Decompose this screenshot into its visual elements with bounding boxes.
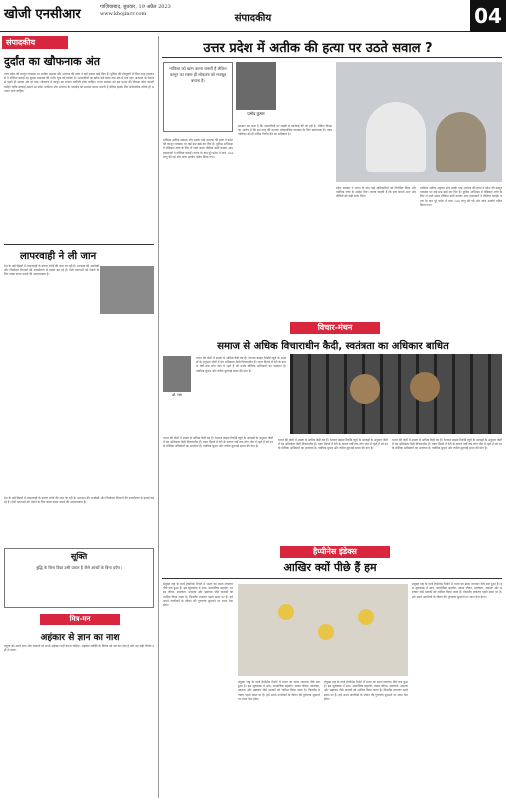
editorial-subtitle: लापरवाही ने ली जान [20,251,97,262]
editorial-body: उत्तर प्रदेश की कानून व्यवस्था पर अतीक अहमद और अशरफ की हत्या ने कई सवाल खड़े किए हैं। पुलिस की मौजूदगी में जिस तरह हमलावरों ने गोलियां चलाईं वह सुरक्षा व्यवस्था की गंभीर चूक को दर्शाता है। अपराधियों का खौफ लंबे समय तक क्षेत्र में बना रहा। अदालत के फैसले से पहले ही उसका अंत हो गया। लोकतंत्र में कानून का शासन सर्वोपरि होना चाहिए। राज्य सरकार को इस घटना की निष्पक्ष जांच करानी चाहिए ताकि सच्चाई सामने आ सके। माफिया और अपराध के गठजोड़ को समाप्त करना जरूरी है लेकिन इसके लिए संवैधानिक तरीके ही अपनाए जाने चाहिए। [4,72,154,93]
main-body-col3: प्रदेश सरकार ने घटना के बाद कई अधिकारियों को निलंबित किया और न्यायिक जांच के आदेश दिए। जनता चाहती है कि सच सामने आए और दोषियों को कड़ी सजा मिले। [336,186,416,199]
opinion-headline: समाज से अधिक विचाराधीन कैदी, स्वतंत्रता का अधिकार बाधित [217,341,449,352]
author-photo [236,62,276,110]
masthead [0,0,506,32]
happiness-body-col2: संयुक्त राष्ट्र के वर्ल्ड हैप्पीनेस रिपोर्ट में भारत का स्थान लगातार नीचे बना हुआ है। इस सूचकांक में आय, सामाजिक सहयोग, स्वस्थ जीवन, स्वतंत्रता, उदारता और भ्रष्टाचार जैसे मानकों को शामिल किया जाता है। फिनलैंड लगातार पहले स्थान पर है। हमें अपने नागरिकों के जीवन की गुणवत्ता सुधारने पर ध्यान देना होगा। [238,680,320,701]
opinion-body-col1: भारत की जेलों में क्षमता से अधिक कैदी बंद हैं। नेशनल क्राइम रिकॉर्ड ब्यूरो के आंकड़ों के अनुसार जेलों में बंद अधिकतर कैदी विचाराधीन हैं। न्याय मिलने में देरी के कारण वर्षों तक लोग जेल में रहते हैं जो उनके मौलिक अधिकारों का उल्लंघन है। न्यायिक सुधार और त्वरित सुनवाई समय की मांग है। [163,436,273,449]
happiness-label: हैप्पीनेस इंडेक्स [280,546,390,558]
column-title: अहंकार से ज्ञान का नाश [40,633,120,643]
editorial-label: संपादकीय [2,36,68,49]
happiness-body-col4: संयुक्त राष्ट्र के वर्ल्ड हैप्पीनेस रिपोर्ट में भारत का स्थान लगातार नीचे बना हुआ है। इस सूचकांक में आय, सामाजिक सहयोग, स्वस्थ जीवन, स्वतंत्रता, उदारता और भ्रष्टाचार जैसे मानकों को शामिल किया जाता है। फिनलैंड लगातार पहले स्थान पर है। हमें अपने नागरिकों के जीवन की गुणवत्ता सुधारने पर ध्यान देना होगा। [412,582,502,599]
accident-photo [100,266,154,314]
main-body-col4: माफिया अतीक अहमद और उसके भाई अशरफ की हत्या ने प्रदेश की कानून व्यवस्था पर कई प्रश्न खड़े कर दिए हैं। पुलिस अभिरक्षा में मेडिकल जांच के लिए ले जाते समय मीडिया कर्मी बनकर आए हमलावरों ने गोलियां चलाईं। घटना के बाद पूरे प्रदेश में धारा 144 लागू की गई और जांच आयोग गठित किया गया। [420,186,502,207]
quote-box [4,548,154,608]
main-news-photo [336,62,502,182]
column-divider [158,36,159,798]
editorial-subbody-cont: देश के कई हिस्सों में लापरवाही के कारण लोगों की जान जा रही है। प्रशासन की अनदेखी और जिम्मेदार विभागों की उदासीनता से हादसे बढ़ रहे हैं। ऐसी घटनाओं को रोकने के लिए सख्त कदम उठाने की आवश्यकता है। [4,496,154,505]
opinion-body-intro: भारत की जेलों में क्षमता से अधिक कैदी बंद हैं। नेशनल क्राइम रिकॉर्ड ब्यूरो के आंकड़ों के अनुसार जेलों में बंद अधिकतर कैदी विचाराधीन हैं। न्याय मिलने में देरी के कारण वर्षों तक लोग जेल में रहते हैं जो उनके मौलिक अधिकारों का उल्लंघन है। न्यायिक सुधार और त्वरित सुनवाई समय की मांग है। [196,356,286,373]
jail-photo [290,354,502,434]
main-headline: उत्तर प्रदेश में अतीक की हत्या पर उठते सवाल ? [203,41,433,56]
column-body: मनुष्य को अपने ज्ञान और सामर्थ्य पर कभी अहंकार नहीं करना चाहिए। अहंकार व्यक्ति के विवेक को नष्ट कर देता है और वह सही निर्णय नहीं ले पाता। [4,644,154,653]
brand-logo: खोजी एनसीआर [4,7,81,22]
divider [4,244,154,245]
main-body-col2: सरकार का दावा है कि अपराधियों पर सख्ती से कार्रवाई की जा रही है, लेकिन विपक्ष का आरोप है कि इस तरह की घटनाएं लोकतांत्रिक व्यवस्था के लिए खतरनाक हैं। न्यायपालिका को ही अंतिम निर्णय देने का अधिकार है। [238,124,332,137]
editorial-subbody: देश के कई हिस्सों में लापरवाही के कारण लोगों की जान जा रही है। प्रशासन की अनदेखी और जिम्मेदार विभागों की उदासीनता से हादसे बढ़ रहे हैं। ऐसी घटनाओं को रोकने के लिए सख्त कदम उठाने की आवश्यकता है। [4,264,99,277]
author-name: प्रमोद कुमार [247,111,265,116]
column-label: मित्र-मन [40,614,120,625]
website-text: www.khojincr.com [100,11,147,17]
page-number: 04 [470,0,506,32]
happiness-body-col3: संयुक्त राष्ट्र के वर्ल्ड हैप्पीनेस रिपोर्ट में भारत का स्थान लगातार नीचे बना हुआ है। इस सूचकांक में आय, सामाजिक सहयोग, स्वस्थ जीवन, स्वतंत्रता, उदारता और भ्रष्टाचार जैसे मानकों को शामिल किया जाता है। फिनलैंड लगातार पहले स्थान पर है। हमें अपने नागरिकों के जीवन की गुणवत्ता सुधारने पर ध्यान देना होगा। [324,680,408,701]
section-title: संपादकीय [234,13,272,24]
date-text: गाज़ियाबाद, बुधवार, 19 अप्रैल 2023 [100,4,171,10]
opinion-author: डॉ. राम [172,393,182,397]
opinion-label: विचार-मंथन [290,322,380,334]
main-body-col1: माफिया अतीक अहमद और उसके भाई अशरफ की हत्या ने प्रदेश की कानून व्यवस्था पर कई प्रश्न खड़े कर दिए हैं। पुलिस अभिरक्षा में मेडिकल जांच के लिए ले जाते समय मीडिया कर्मी बनकर आए हमलावरों ने गोलियां चलाईं। घटना के बाद पूरे प्रदेश में धारा 144 लागू की गई और जांच आयोग गठित किया गया। [163,138,233,159]
happiness-rule [162,578,502,579]
world-map-emoji-photo [238,584,408,676]
pull-quote: माफिया को खत्म करना जरूरी है लेकिन कानून का रास्ता ही लोकतंत्र को मजबूत बनाता है। [163,62,233,132]
opinion-author-photo [163,356,191,392]
quote-box-text: बुद्धि के बिना विद्या उसी प्रकार है जैसे आंखों के बिना दर्पण। [36,565,122,570]
headline-rule [162,57,502,58]
editorial-title: दुर्दांत का खौफनाक अंत [4,55,100,68]
happiness-headline: आखिर क्यों पीछे हैं हम [283,561,377,574]
quote-box-title: सूक्ति [70,552,88,561]
happiness-body-col1: संयुक्त राष्ट्र के वर्ल्ड हैप्पीनेस रिपोर्ट में भारत का स्थान लगातार नीचे बना हुआ है। इस सूचकांक में आय, सामाजिक सहयोग, स्वस्थ जीवन, स्वतंत्रता, उदारता और भ्रष्टाचार जैसे मानकों को शामिल किया जाता है। फिनलैंड लगातार पहले स्थान पर है। हमें अपने नागरिकों के जीवन की गुणवत्ता सुधारने पर ध्यान देना होगा। [163,582,233,608]
opinion-body-col3: भारत की जेलों में क्षमता से अधिक कैदी बंद हैं। नेशनल क्राइम रिकॉर्ड ब्यूरो के आंकड़ों के अनुसार जेलों में बंद अधिकतर कैदी विचाराधीन हैं। न्याय मिलने में देरी के कारण वर्षों तक लोग जेल में रहते हैं जो उनके मौलिक अधिकारों का उल्लंघन है। न्यायिक सुधार और त्वरित सुनवाई समय की मांग है। [392,438,502,451]
opinion-body-col2: भारत की जेलों में क्षमता से अधिक कैदी बंद हैं। नेशनल क्राइम रिकॉर्ड ब्यूरो के आंकड़ों के अनुसार जेलों में बंद अधिकतर कैदी विचाराधीन हैं। न्याय मिलने में देरी के कारण वर्षों तक लोग जेल में रहते हैं जो उनके मौलिक अधिकारों का उल्लंघन है। न्यायिक सुधार और त्वरित सुनवाई समय की मांग है। [278,438,388,451]
